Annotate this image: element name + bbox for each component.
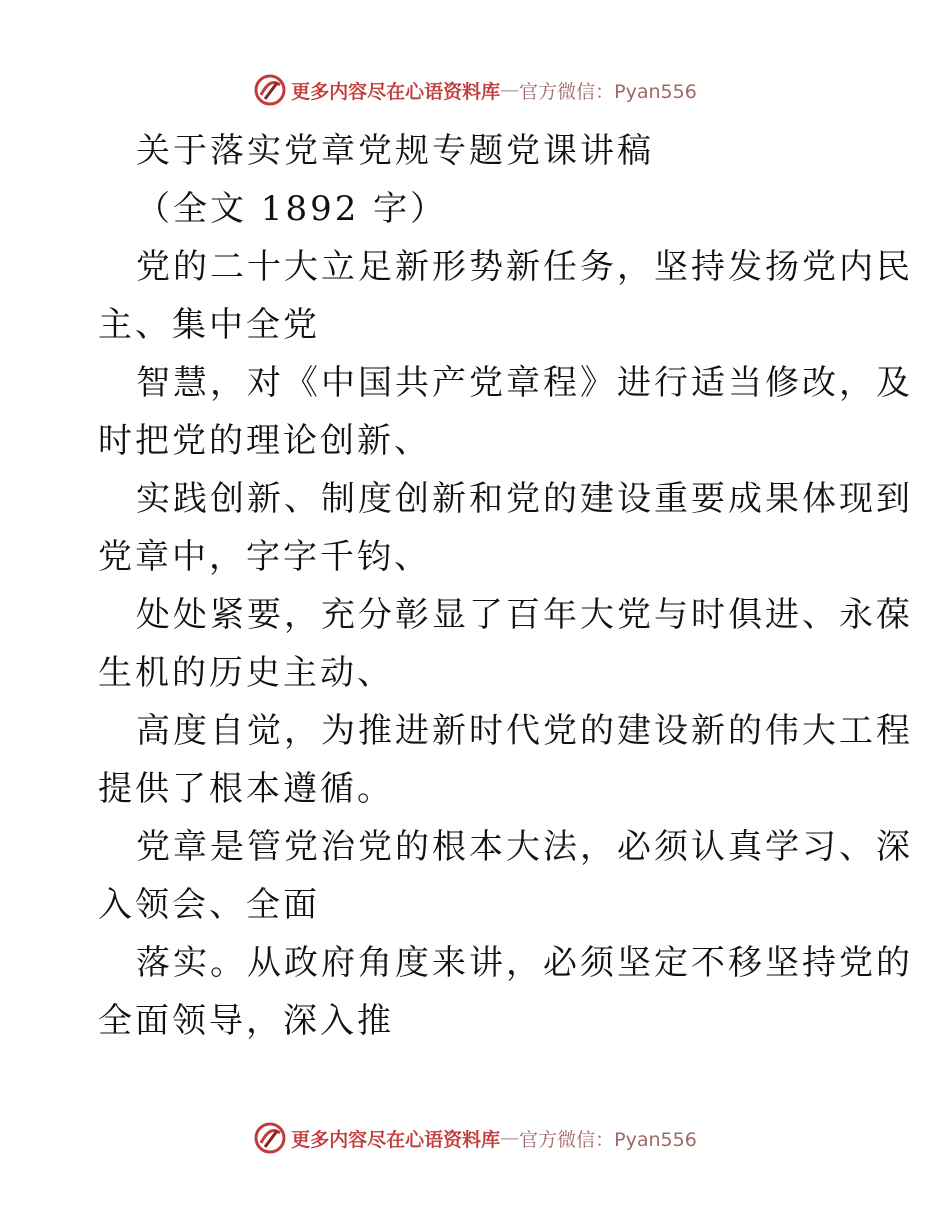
banner-brand: 更多内容尽在心语资料库 xyxy=(291,80,501,103)
body-line: 入领会、全面 xyxy=(98,885,320,925)
document-title: 关于落实党章党规专题党课讲稿 xyxy=(136,131,654,171)
body-line: 时把党的理论创新、 xyxy=(98,421,431,461)
body-line: 智慧，对《中国共产党章程》进行适当修改，及 xyxy=(136,363,913,403)
footer-watermark xyxy=(0,1118,950,1158)
body-line: 提供了根本遵循。 xyxy=(98,769,394,809)
body-line: 生机的历史主动、 xyxy=(98,653,394,693)
word-count: （全文 1892 字） xyxy=(136,189,448,229)
body-line: 高度自觉，为推进新时代党的建设新的伟大工程 xyxy=(136,711,913,751)
body-line: 落实。从政府角度来讲，必须坚定不移坚持党的 xyxy=(136,943,913,983)
body-line: 处处紧要，充分彰显了百年大党与时俱进、永葆 xyxy=(136,595,913,635)
banner-wechat: 官方微信：Pyan556 xyxy=(519,1128,697,1151)
body-line: 全面领导，深入推 xyxy=(98,1001,394,1041)
body-line: 主、集中全党 xyxy=(98,305,320,345)
brand-logo-icon xyxy=(253,1121,287,1155)
document-body xyxy=(98,122,913,1050)
paragraph-lines xyxy=(98,238,913,1050)
banner-dash: — xyxy=(500,79,520,101)
banner-dash: — xyxy=(500,1127,520,1149)
body-line: 党的二十大立足新形势新任务，坚持发扬党内民 xyxy=(136,247,913,287)
body-line: 党章是管党治党的根本大法，必须认真学习、深 xyxy=(136,827,913,867)
banner-wechat: 官方微信：Pyan556 xyxy=(519,80,697,103)
header-watermark xyxy=(0,70,950,110)
banner-brand: 更多内容尽在心语资料库 xyxy=(291,1128,501,1151)
body-line: 党章中，字字千钧、 xyxy=(98,537,431,577)
brand-logo-icon xyxy=(253,73,287,107)
body-line: 实践创新、制度创新和党的建设重要成果体现到 xyxy=(136,479,913,519)
